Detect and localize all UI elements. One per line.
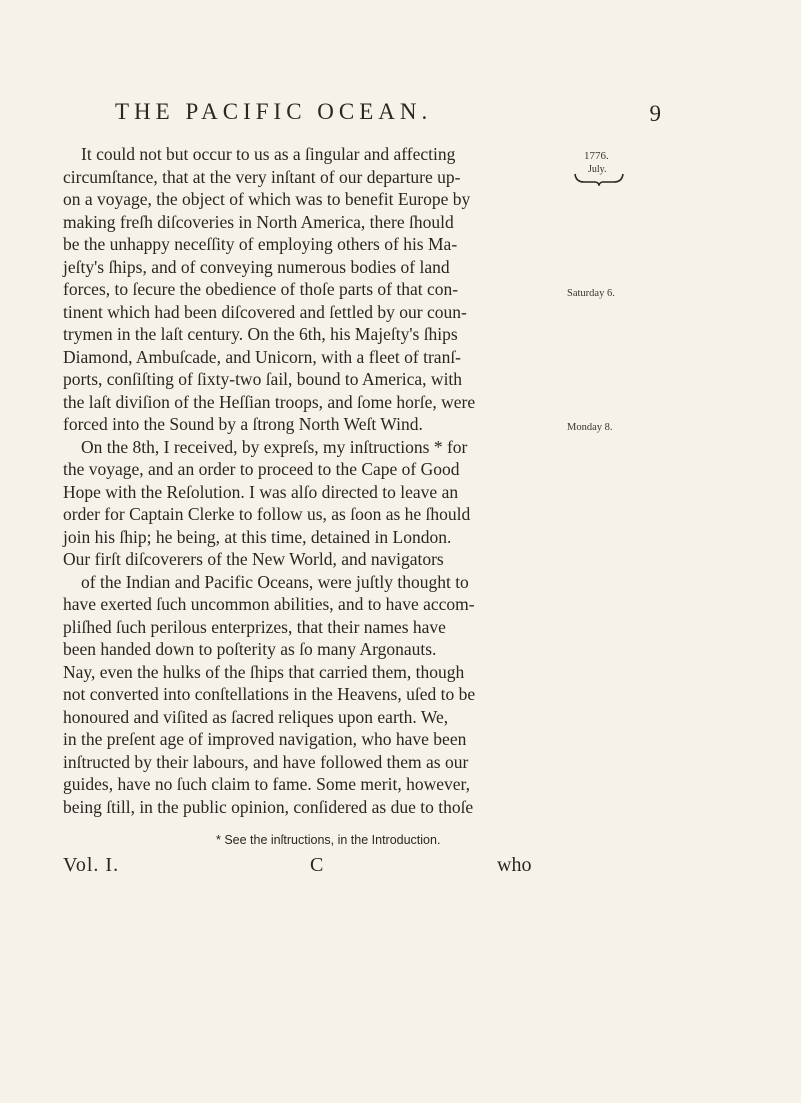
signature-mark: C — [310, 854, 324, 876]
page-footer — [63, 854, 563, 882]
margin-month: July. — [588, 164, 607, 175]
page-header — [115, 99, 661, 135]
text-line: circumſtance, that at the very inſtant of our departure up- — [63, 166, 461, 187]
text-line: the laſt diviſion of the Heſſian troops, and ſome horſe, were — [63, 391, 476, 412]
text-line: On the 8th, I received, by expreſs, my inſtructions * for — [81, 436, 468, 457]
text-line: been handed down to poſterity as ſo many Argonauts. — [63, 639, 437, 659]
text-line: ports, conſiſting of ſixty-two ſail, bound to America, with — [63, 369, 463, 389]
text-line: order for Captain Clerke to follow us, as ſoon as he ſhould — [63, 504, 471, 524]
text-line: being ſtill, in the public opinion, conſidered as due to thoſe — [63, 796, 474, 817]
running-title: THE PACIFIC OCEAN. — [115, 99, 433, 124]
margin-year: 1776. — [584, 150, 609, 162]
text-line: have exerted ſuch uncommon abilities, and to have accom- — [63, 594, 475, 614]
text-line: join his ſhip; he being, at this time, detained in London. — [63, 526, 452, 547]
text-line: It could not but occur to us as a ſingular and affecting — [81, 144, 456, 164]
footnote: * See the inſtructions, in the Introduction. — [216, 833, 441, 847]
text-line: be the unhappy neceſſity of employing others of his Ma- — [63, 234, 458, 254]
text-line: on a voyage, the object of which was to benefit Europe by — [63, 189, 471, 209]
text-line: trymen in the laſt century. On the 6th, his Majeſty's ſhips — [63, 324, 458, 344]
margin-brace-icon — [574, 172, 624, 186]
text-line: honoured and viſited as ſacred reliques upon earth. We, — [63, 706, 449, 727]
text-line: forces, to ſecure the obedience of thoſe parts of that con- — [63, 279, 459, 299]
text-line: in the preſent age of improved navigation, who have been — [63, 729, 467, 749]
margin-note-monday: Monday 8. — [567, 422, 613, 433]
text-line: Nay, even the hulks of the ſhips that carried them, though — [63, 661, 465, 682]
text-line: inſtructed by their labours, and have followed them as our — [63, 751, 469, 772]
margin-note-saturday: Saturday 6. — [567, 288, 615, 299]
body-text — [63, 143, 563, 841]
page-number: 9 — [649, 101, 661, 126]
text-line: guides, have no ſuch claim to fame. Some merit, however, — [63, 774, 471, 794]
text-line: not converted into conſtellations in the Heavens, uſed to be — [63, 684, 476, 704]
volume-mark: Vol. I. — [63, 854, 120, 876]
text-line: making freſh diſcoveries in North America, there ſhould — [63, 211, 454, 232]
text-line: Hope with the Reſolution. I was alſo directed to leave an — [63, 481, 459, 502]
text-line: pliſhed ſuch perilous enterprizes, that their names have — [63, 616, 446, 637]
catchword: who — [497, 854, 532, 876]
text-line: jeſty's ſhips, and of conveying numerous bodies of land — [63, 256, 450, 277]
text-line: forced into the Sound by a ſtrong North Weſt Wind. — [63, 414, 423, 434]
text-line: the voyage, and an order to proceed to the Cape of Good — [63, 459, 460, 479]
text-line: of the Indian and Pacific Oceans, were juſtly thought to — [81, 571, 469, 592]
text-line: tinent which had been diſcovered and ſettled by our coun- — [63, 301, 467, 322]
text-line: Our firſt diſcoverers of the New World, and navigators — [63, 549, 444, 569]
text-line: Diamond, Ambuſcade, and Unicorn, with a fleet of tranſ- — [63, 346, 462, 367]
